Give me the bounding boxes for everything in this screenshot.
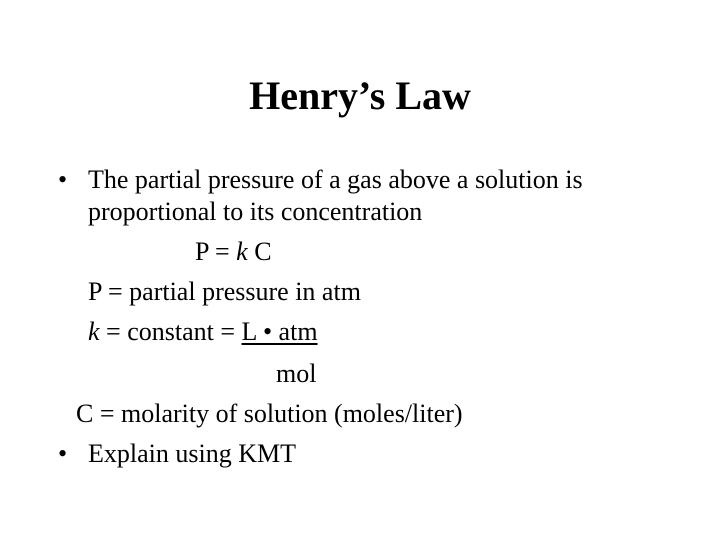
k-denominator: mol <box>276 359 317 388</box>
c-definition: C = molarity of solution (moles/liter) <box>76 399 463 428</box>
k-symbol: k <box>88 317 100 346</box>
equation-k: k <box>236 237 248 266</box>
k-definition-prefix: = constant = <box>99 317 242 346</box>
equation-lhs: P = <box>195 237 237 266</box>
p-definition: P = partial pressure in atm <box>88 277 361 306</box>
slide-title <box>0 72 720 120</box>
bullet-1-line-1: The partial pressure of a gas above a solution is <box>88 165 583 194</box>
k-definition <box>88 316 318 348</box>
bullet-marker-1: • <box>58 165 68 194</box>
k-numerator: L • atm <box>241 317 318 346</box>
equation-rhs: C <box>247 237 272 266</box>
bullet-2-text: Explain using KMT <box>88 439 296 468</box>
bullet-1-line-2: proportional to its concentration <box>88 197 423 226</box>
bullet-marker-2: • <box>58 439 68 468</box>
slide-title-text: Henry’s Law <box>249 73 471 118</box>
equation <box>195 236 272 268</box>
